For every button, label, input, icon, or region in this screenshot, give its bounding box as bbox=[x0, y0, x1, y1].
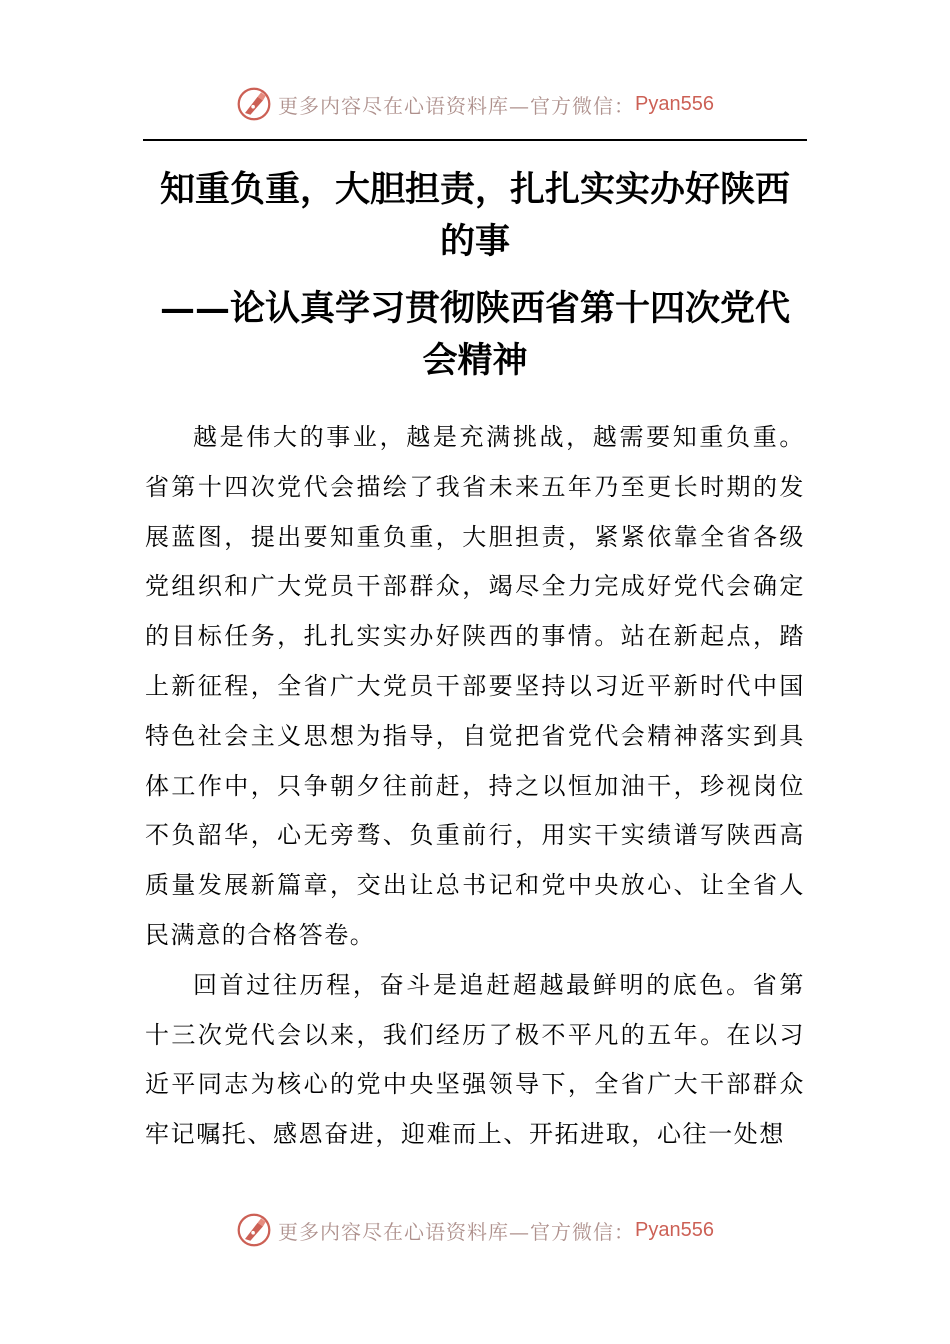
header-divider bbox=[143, 139, 807, 141]
body-paragraph: 越是伟大的事业，越是充满挑战，越需要知重负重。省第十四次党代会描绘了我省未来五年乃至更长时期的发展蓝图，提出要知重负重，大胆担责，紧紧依靠全省各级党组织和广大党员干部群众，竭尽全力完成好党代会确定的目标任务，扎扎实实办好陕西的事情。站在新起点，踏上新征程，全省广大党员干部要坚持以习近平新时代中国特色社会主义思想为指导，自觉把省党代会精神落实到具体工作中，只争朝夕往前赶，持之以恒加油干，珍视岗位不负韶华，心无旁骛、负重前行，用实干实绩谱写陕西高质量发展新篇章，交出让总书记和党中央放心、让全省人民满意的合格答卷。 bbox=[145, 423, 805, 949]
body-paragraph: 回首过往历程，奋斗是追赶超越最鲜明的底色。省第十三次党代会以来，我们经历了极不平凡的五年。在以习近平同志为核心的党中央坚强领导下，全省广大干部群众牢记嘱托、感恩奋进，迎难而上、开拓进取，心往一处想 bbox=[145, 970, 805, 1149]
footer-watermark bbox=[0, 1210, 950, 1250]
header-watermark bbox=[0, 84, 950, 124]
pen-nib-logo-icon bbox=[236, 1212, 272, 1248]
watermark-text: 更多内容尽在心语资料库—官方微信： bbox=[278, 93, 636, 118]
document-title: 知重负重，大胆担责，扎扎实实办好陕西的事 bbox=[159, 169, 790, 262]
pen-nib-logo-icon bbox=[236, 86, 272, 122]
watermark-wechat-id: Pyan556 bbox=[635, 92, 714, 115]
document-body bbox=[145, 413, 805, 1160]
watermark-text: 更多内容尽在心语资料库—官方微信： bbox=[278, 1219, 636, 1244]
document-subtitle: ——论认真学习贯彻陕西省第十四次党代会精神 bbox=[159, 288, 790, 381]
watermark-wechat-id: Pyan556 bbox=[635, 1218, 714, 1241]
